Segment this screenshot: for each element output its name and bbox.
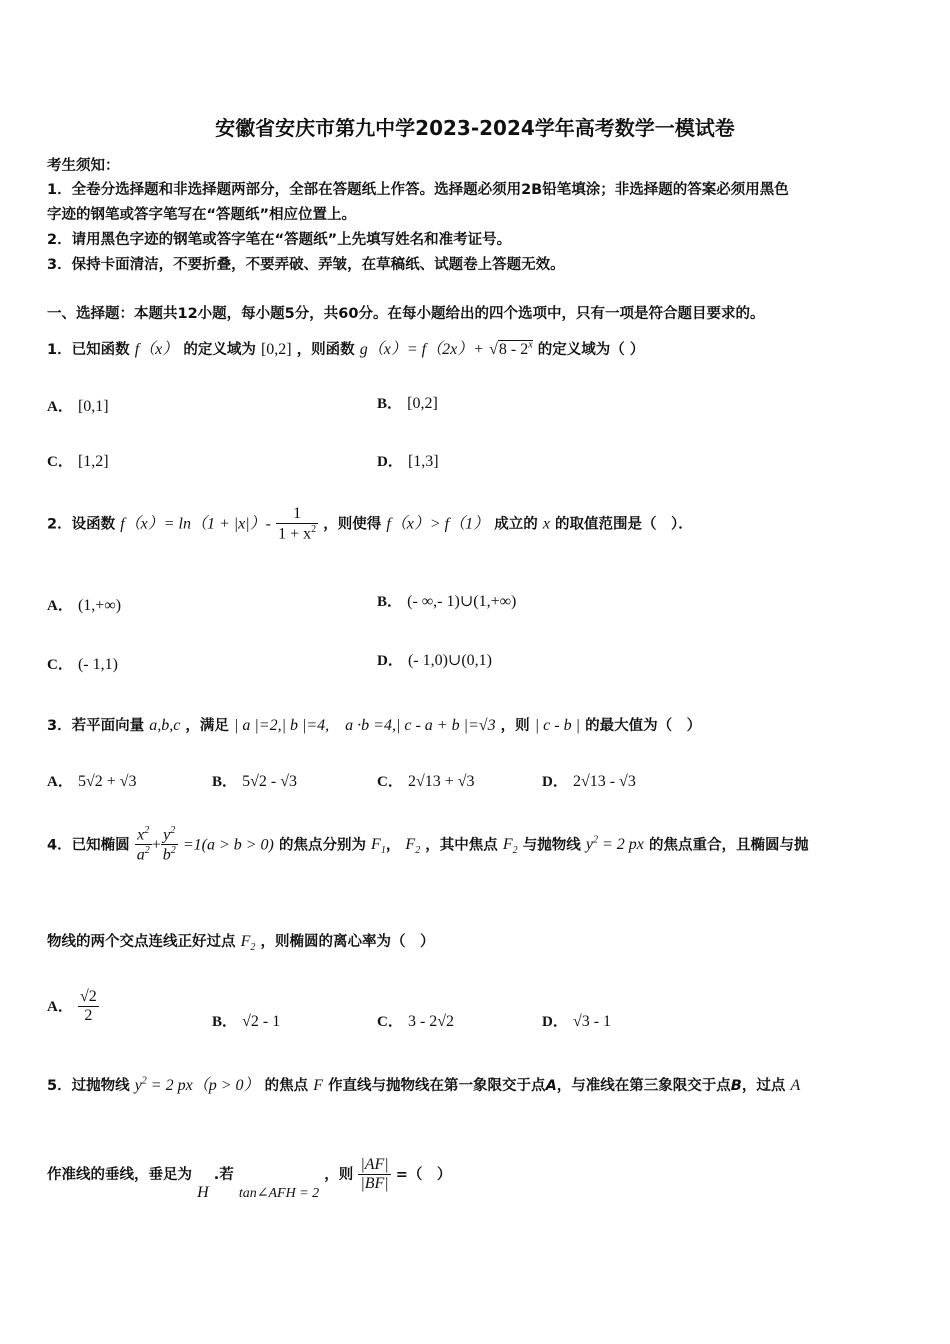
option-value: $\frac{√2}{2}$ [79,988,97,1024]
option-label: D． [377,454,403,470]
q1-domain: [0,2] [260,341,292,358]
option-label: D． [542,774,568,790]
option-value: [1,2] [77,453,109,470]
q2-variable: x [542,515,550,533]
q4-option-a[interactable] [47,988,99,1025]
q3-vectors: a,b,c [149,717,181,734]
q4-text-4: 与抛物线 [522,837,581,854]
option-value: 3 - 2√2 [407,1013,455,1030]
q1-function-f: f（x） [134,341,179,358]
notice-item-3: 3．保持卡面清洁，不要折叠，不要弄破、弄皱，在草稿纸、试题卷上答题无效。 [47,257,565,273]
q5-text-5: ，过点 [741,1078,786,1094]
q5-text-4: ，与准线在第三象限交于点 [556,1078,731,1094]
q1-option-c[interactable] [47,450,109,471]
option-label: A． [47,774,73,790]
notice-item-1-cont: 字迹的钢笔或答字笔写在“答题纸”相应位置上。 [47,207,357,223]
q2-inequality: f（x）> f（1） [386,515,490,533]
option-value: (- 1,1) [77,656,118,673]
q2-option-c[interactable] [47,653,118,674]
q4-text-5: 的焦点重合，且椭圆与抛 [648,837,809,854]
q5-text-6: .若 [213,1167,234,1183]
option-label: C． [47,454,73,470]
q3-option-a[interactable] [47,770,137,791]
question-4: 4．已知椭圆 $\frac{x^2}{a^2}$ + $\frac{y^2}{b^2}$ =1(a > b > 0) 的焦点分别为 $F_1$， $F_2$ ，其中焦点 $F_2$ 与抛物线 $y^2 = 2$ px 的焦点重合，且椭圆与抛 [47,825,809,864]
q4-text-6: ，则椭圆的离心率为（ ） [260,934,435,950]
option-value: [0,1] [77,398,109,415]
q3-text-2: ，满足 [185,718,229,734]
option-label: C． [377,774,403,790]
q4-focus-f2: $F_2$ [405,836,421,857]
q4-option-c[interactable] [377,1010,454,1031]
q3-conditions: | a |=2,| b |=4, a ·b =4,| c - a + b |=√3 [233,717,496,734]
q1-text-3: ，则函数 [296,342,355,358]
option-value: 2√13 + √3 [407,773,475,790]
q4-fraction-y: $\frac{y^2}{b^2}$ [162,825,176,864]
q2-option-b[interactable] [377,590,516,611]
q5-foot-h: H [197,1184,209,1201]
q2-text-1: 2．设函数 [47,516,116,533]
option-value: 5√2 + √3 [77,773,137,790]
q3-option-c[interactable] [377,770,475,791]
option-value: (- ∞,- 1)∪(1,+∞) [407,593,517,610]
option-value: √3 - 1 [572,1013,612,1030]
option-label: A． [47,399,73,415]
q4-option-b[interactable] [212,1010,280,1031]
question-5 [47,1072,800,1095]
notice-heading: 考生须知： [47,158,120,174]
q4-text-1: 4．已知椭圆 [47,837,130,854]
option-label: C． [47,657,73,673]
q4-option-d[interactable] [542,1010,611,1031]
notice-item-2: 2．请用黑色字迹的钢笔或答字笔在“答题纸”上先填写姓名和准考证号。 [47,232,512,248]
q3-option-b[interactable] [212,770,297,791]
q3-text-3: ，则 [500,718,530,734]
q4-text-3: ，其中焦点 [425,837,498,854]
q4-line-2 [47,930,434,953]
q1-option-d[interactable] [377,450,439,471]
q5-focus-f: F [313,1077,323,1094]
q4-parabola: $y^2 = 2$ px [585,835,644,854]
option-label: C． [377,1014,403,1030]
q4-condition: =1(a > b > 0) [182,836,274,854]
q5-point-a: A [545,1078,557,1094]
page-title: 安徽省安庆市第九中学2023-2024学年高考数学一模试卷 [215,116,735,140]
q3-text-1: 3．若平面向量 [47,718,145,734]
option-label: B． [212,774,238,790]
section-heading: 一、选择题：本题共12小题，每小题5分，共60分。在每小题给出的四个选项中，只有一项是符合题目要求的。 [47,306,765,322]
option-value: 2√13 - √3 [572,773,636,790]
q1-text-2: 的定义域为 [183,342,256,358]
q5-ratio: $\frac{|AF|}{|BF|}$ [360,1156,389,1192]
q4-text-2: 的焦点分别为 [278,837,366,854]
q2-function: f（x）= ln（1 + |x|）- [120,515,272,533]
q4-fraction-x: $\frac{x^2}{a^2}$ [136,825,150,864]
q5-tan-condition: tan∠AFH = 2 [238,1186,320,1201]
option-label: A． [47,598,73,614]
q5-text-3: 作直线与抛物线在第一象限交于点 [328,1078,546,1094]
option-value: √2 - 1 [242,1013,281,1030]
q2-text-2: ，则使得 [323,516,382,533]
option-label: D． [377,653,403,669]
q1-text-4: 的定义域为（ ） [537,342,645,358]
q1-option-b[interactable] [377,392,438,413]
q3-text-4: 的最大值为（ ） [585,718,702,734]
option-label: B． [377,594,403,610]
option-value: (- 1,0)∪(0,1) [407,652,492,669]
notice-item-1: 1．全卷分选择题和非选择题两部分，全部在答题纸上作答。选择题必须用2B铅笔填涂；非选择题的答案必须用黑色 [47,182,789,198]
q5-text-2: 的焦点 [264,1078,309,1094]
question-3 [47,712,701,735]
q4-text-line2: 物线的两个交点连线正好过点 [47,934,236,950]
option-value: 5√2 - √3 [242,773,297,790]
q1-function-g: g（x）= f（2x）+ [359,341,485,358]
option-value: [1,3] [407,453,439,470]
q2-option-a[interactable] [47,594,121,615]
q1-option-a[interactable] [47,395,109,416]
q1-radical: √8 - 2$^x$ [489,339,533,358]
q4-focus-f1: $F_1$ [371,836,386,857]
q3-option-d[interactable] [542,770,636,791]
option-value: (1,+∞) [77,597,122,614]
question-2 [47,505,693,543]
question-1 [47,336,644,359]
q2-option-d[interactable] [377,649,492,670]
q5-text-1: 5．过抛物线 [47,1078,130,1094]
q5-point-b: B [730,1078,742,1094]
option-label: B． [212,1014,238,1030]
q2-fraction: $\frac{1}{1 + x^2}$ [278,505,317,543]
q5-parabola: $y^2 = 2$ px（p > 0） [134,1075,260,1094]
q5-text-line2: 作准线的垂线，垂足为 [47,1167,192,1183]
option-value: [0,2] [407,395,438,412]
q1-text-1: 1．已知函数 [47,342,130,358]
option-label: A． [47,999,73,1015]
q5-text-8: =（ ） [395,1167,452,1183]
q5-text-7: ，则 [324,1167,354,1183]
q2-text-4: 的取值范围是（ ）． [555,516,693,533]
q4-focus-f2-ref: $F_2$ [502,836,518,857]
option-label: D． [542,1014,568,1030]
q3-expression: | c - b | [534,717,580,734]
q2-text-3: 成立的 [494,516,538,533]
q5-point-a-ref: A [790,1077,801,1094]
q5-line-2 [47,1156,452,1201]
option-label: B． [377,396,403,412]
q4-point-f2: $F_2$ [240,933,256,954]
